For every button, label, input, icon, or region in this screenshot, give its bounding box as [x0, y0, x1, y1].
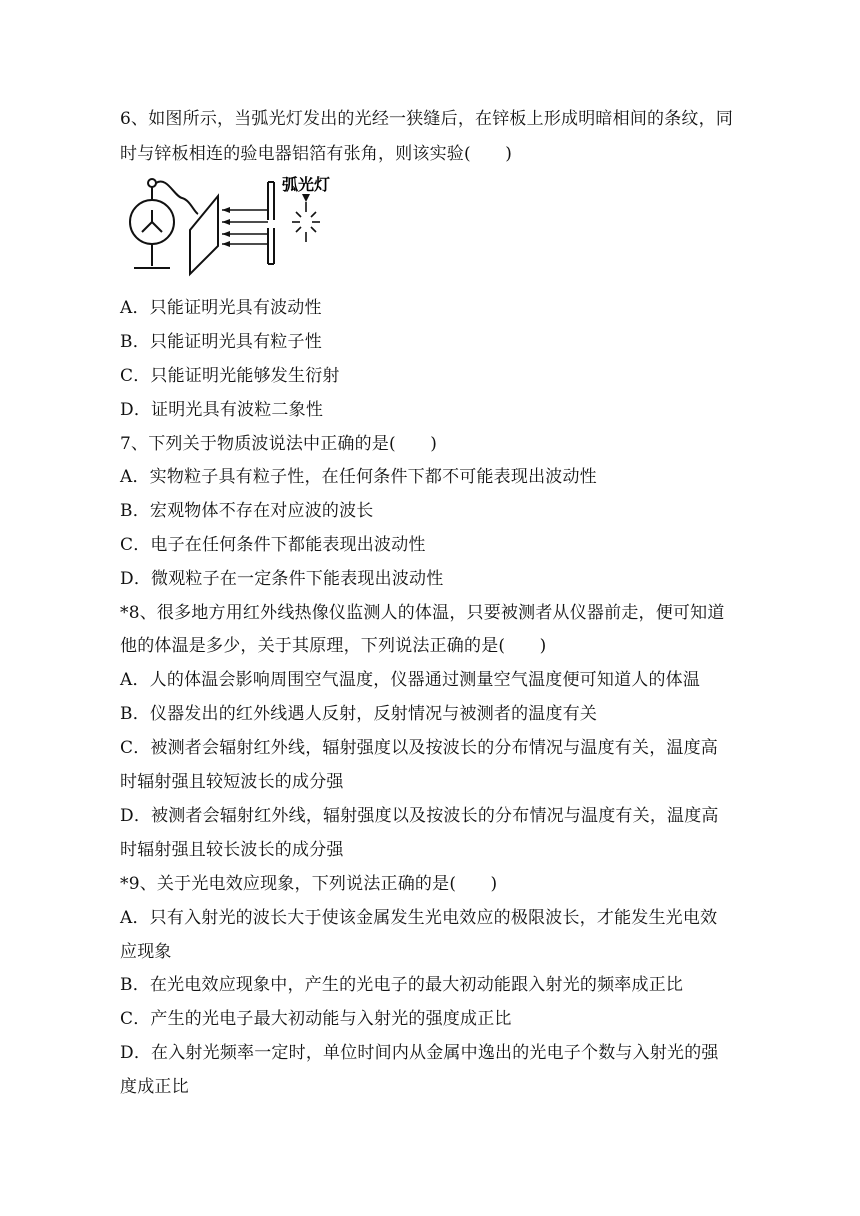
- q7-option-d: D．微观粒子在一定条件下能表现出波动性: [120, 569, 444, 589]
- q9-option-b: B．在光电效应现象中，产生的光电子的最大初动能跟入射光的频率成正比: [120, 975, 684, 995]
- q8-option-b: B．仪器发出的红外线遇人反射，反射情况与被测者的温度有关: [120, 704, 598, 724]
- q9-option-a-cont: 应现象: [120, 942, 172, 962]
- q6-stem-line1: 6、如图所示，当弧光灯发出的光经一狭缝后，在锌板上形成明暗相间的条纹，同: [120, 109, 734, 129]
- light-rays: [222, 210, 268, 244]
- q9-option-c: C．产生的光电子最大初动能与入射光的强度成正比: [120, 1009, 512, 1029]
- electroscope-icon: [130, 179, 198, 268]
- q7-option-b: B．宏观物体不存在对应波的波长: [120, 501, 374, 521]
- arc-lamp-icon: [292, 202, 320, 242]
- q6-stem-line2: 时与锌板相连的验电器铝箔有张角，则该实验( ): [120, 144, 513, 164]
- arc-lamp-label: 弧光灯: [282, 175, 331, 194]
- q8-option-d-cont: 时辐射强且较长波长的成分强: [120, 840, 344, 860]
- q6-option-c: C．只能证明光能够发生衍射: [120, 366, 340, 386]
- slit-screen: [268, 182, 274, 264]
- q9-option-d-cont: 度成正比: [120, 1077, 189, 1097]
- q9-option-d: D．在入射光频率一定时，单位时间内从金属中逸出的光电子个数与入射光的强: [120, 1043, 719, 1063]
- q7-option-a: A．实物粒子具有粒子性，在任何条件下都不可能表现出波动性: [120, 467, 597, 487]
- q8-option-a: A．人的体温会影响周围空气温度，仪器通过测量空气温度便可知道人的体温: [120, 670, 701, 690]
- q9-stem: *9、关于光电效应现象，下列说法正确的是( ): [120, 874, 498, 894]
- q8-stem-line2: 他的体温是多少，关于其原理，下列说法正确的是( ): [120, 636, 547, 656]
- q8-stem-line1: *8、很多地方用红外线热像仪监测人的体温，只要被测者从仪器前走，便可知道: [120, 603, 725, 623]
- q8-option-d: D．被测者会辐射红外线，辐射强度以及按波长的分布情况与温度有关，温度高: [120, 806, 719, 826]
- arc-lamp-diffraction-diagram: [122, 172, 382, 280]
- ray-arrowheads: [222, 207, 230, 247]
- arc-lamp-pointer: [302, 194, 310, 202]
- q6-option-a: A．只能证明光具有波动性: [120, 298, 322, 318]
- zinc-plate: [190, 196, 218, 274]
- q6-option-d: D．证明光具有波粒二象性: [120, 400, 324, 420]
- q7-option-c: C．电子在任何条件下都能表现出波动性: [120, 535, 426, 555]
- q6-option-b: B．只能证明光具有粒子性: [120, 332, 322, 352]
- q7-stem: 7、下列关于物质波说法中正确的是( ): [120, 434, 438, 454]
- q8-option-c: C．被测者会辐射红外线，辐射强度以及按波长的分布情况与温度有关，温度高: [120, 738, 719, 758]
- q9-option-a: A．只有入射光的波长大于使该金属发生光电效应的极限波长，才能发生光电效: [120, 908, 718, 928]
- q8-option-c-cont: 时辐射强且较短波长的成分强: [120, 772, 344, 792]
